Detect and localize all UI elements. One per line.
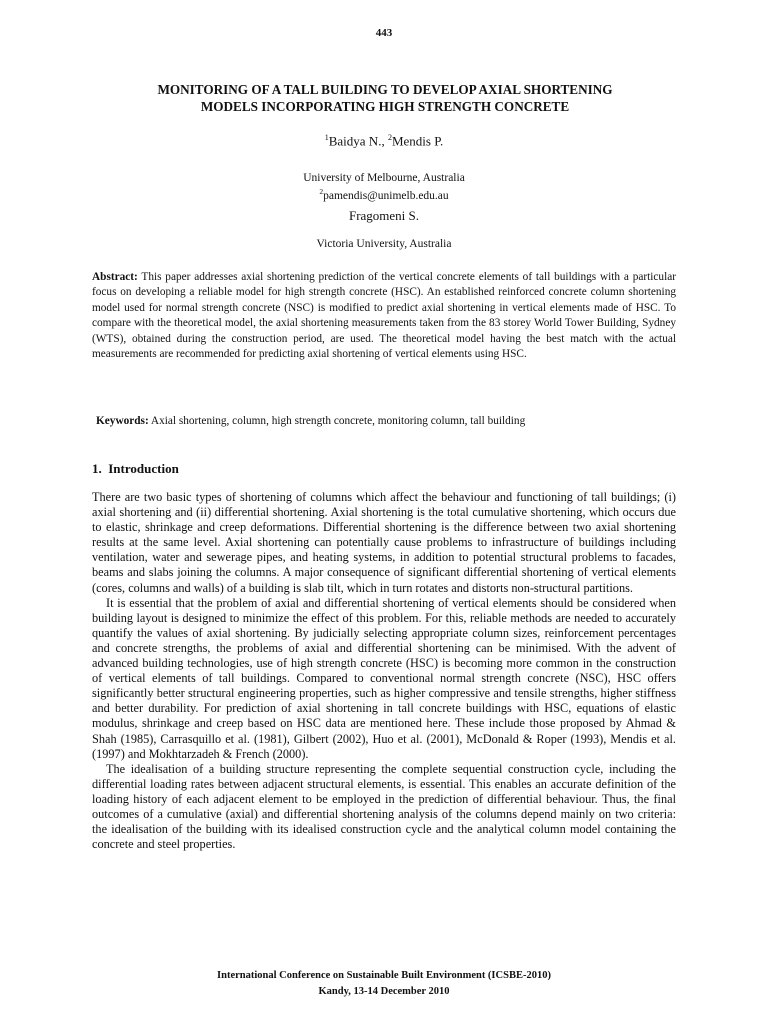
paper-title-line-2: MODELS INCORPORATING HIGH STRENGTH CONCRETE (200, 99, 570, 114)
abstract (92, 270, 676, 362)
author-line (0, 133, 768, 149)
affiliation-2: Victoria University, Australia (316, 238, 452, 250)
author-1-superscript: 1 (324, 133, 329, 142)
footer-location-date: Kandy, 13-14 December 2010 (318, 986, 450, 997)
section-title: Introduction (108, 461, 179, 476)
body-paragraph-3: The idealisation of a building structure representing the complete sequential construction cycle, including the differential loading rates between adjacent structural elements, is essential. This enables an accurate definition of the loading history of each adjacent element to be employed in the prediction of differential behaviour. Thus, the final outcomes of a cumulative (axial) and differential shortening analysis of the columns depend mainly on two criteria: the idealisation of the building with its idealised construction cycle and the analytical column model containing the concrete and steel properties. (92, 761, 676, 852)
page-number: 443 (375, 27, 393, 39)
keywords-text: Axial shortening, column, high strength concrete, monitoring column, tall building (148, 415, 526, 427)
introduction-body (92, 490, 676, 852)
paper-title-line-1: MONITORING OF A TALL BUILDING TO DEVELOP AXIAL SHORTENING (157, 82, 613, 97)
author-1-name: Baidya N., (328, 133, 388, 149)
email-superscript: 2 (319, 187, 324, 196)
abstract-text: This paper addresses axial shortening prediction of the vertical concrete elements of tall buildings with a particular focus on developing a reliable model for high strength concrete (HSC). An established reinforced concrete column shortening model used for normal strength concrete (NSC) is modified to predict axial shortening in vertical elements made of HSC. To compare with the theoretical model, the axial shortening measurements taken from the 83 storey World Tower Building, Sydney (WTS), obtained during the construction period, are used. The theoretical model having the best match with the actual measurements are recommended for predicting axial shortening of vertical elements using HSC. (92, 271, 676, 361)
paper-title (90, 81, 680, 115)
author-2-name: Mendis P. (391, 133, 444, 149)
affiliation-1-email-line (0, 185, 768, 203)
conference-footer (0, 968, 768, 1000)
abstract-label: Abstract: (92, 271, 138, 283)
affiliation-1 (0, 172, 768, 203)
affiliation-1-university: University of Melbourne, Australia (303, 172, 465, 184)
keywords (96, 415, 686, 427)
author-3-name: Fragomeni S. (348, 208, 420, 223)
keywords-label: Keywords: (96, 415, 149, 427)
body-paragraph-2: It is essential that the problem of axial and differential shortening of vertical elements should be considered when building layout is designed to minimize the effect of this problem. For this, reliable methods are needed to accurately quantify the values of axial shortening. By judicially selecting appropriate column sizes, reinforcement percentages and concrete strengths, the problems of axial and differential shortening can be minimised. With the advent of advanced building technologies, use of high strength concrete (HSC) is becoming more common in the construction of vertical elements of tall buildings. Compared to conventional normal strength concrete (NSC), HSC offers significantly better structural engineering properties, such as higher compressive and tensile strengths, higher stiffness and better durability. For prediction of axial shortening in tall concrete buildings with HSC, equations of elastic modulus, shrinkage and creep based on HSC data are mentioned here. These include those proposed by Ahmad & Shah (1985), Carrasquillo et al. (1981), Gilbert (2002), Huo et al. (2001), McDonald & Roper (1993), Mendis et al. (1997) and Mokhtarzadeh & French (2000). (92, 595, 676, 761)
section-heading (92, 461, 179, 477)
body-paragraph-1: There are two basic types of shortening of columns which affect the behaviour and functioning of tall buildings; (i) axial shortening and (ii) differential shortening. Axial shortening is the total cumulative shortening, which occurs due to elastic, shrinkage and creep deformations. Differential shortening is the difference between two axial shortening results at the same level. Axial shortening can potentially cause problems to infrastructure of buildings including ventilation, water and sewerage pipes, and heating systems, in addition to potential structural problems to facades, beams and slabs joining the columns. A major consequence of significant differential shortening of vertical elements (cores, columns and walls) of a building is slab tilt, which in turn rotates and distorts non-structural partitions. (92, 490, 676, 595)
section-number: 1. (92, 461, 102, 476)
footer-conference-name: International Conference on Sustainable Built Environment (ICSBE-2010) (217, 970, 551, 981)
author-2-superscript: 2 (387, 133, 392, 142)
author-email: pamendis@unimelb.edu.au (323, 189, 449, 202)
